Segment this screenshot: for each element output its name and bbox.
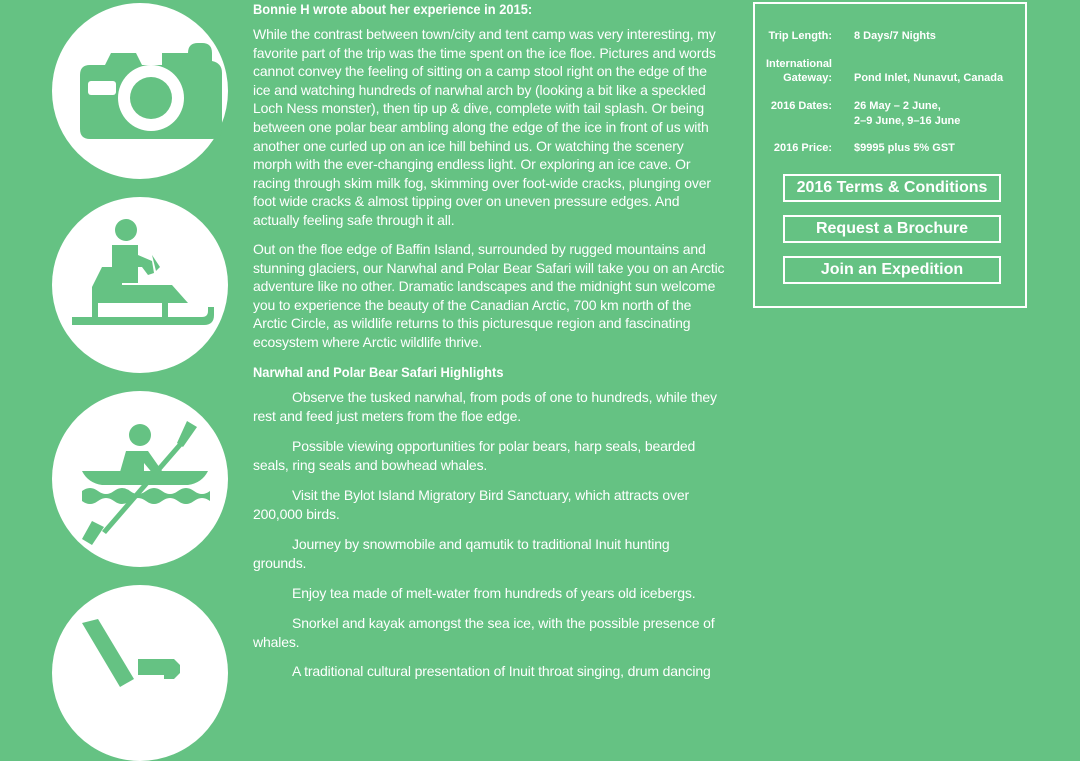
gateway-value: Pond Inlet, Nunavut, Canada (854, 72, 1004, 84)
gateway-label-line2: Gateway: (783, 72, 832, 84)
highlight-item: Enjoy tea made of melt-water from hundreds of years old icebergs. (292, 585, 696, 601)
highlight-item: Possible viewing opportunities for polar bears, harp seals, bearded seals, ring seals and bowhead whales. (253, 438, 696, 473)
terms-button[interactable]: 2016 Terms & Conditions (783, 174, 1001, 202)
dates-value-line2: 2–9 June, 9–16 June (854, 115, 961, 127)
kayak-icon (52, 391, 228, 567)
gateway-label-line1: International (765, 58, 832, 70)
highlight-item: Snorkel and kayak amongst the sea ice, with the possible presence of whales. (253, 615, 715, 650)
dates-value-line1: 26 May – 2 June, (854, 100, 941, 112)
trip-info-panel (753, 2, 1027, 308)
highlight-item: Visit the Bylot Island Migratory Bird Sanctuary, which attracts over 200,000 birds. (253, 487, 690, 522)
price-value: $9995 plus 5% GST (854, 142, 955, 154)
snowmobile-icon (52, 197, 228, 373)
highlight-item: Observe the tusked narwhal, from pods of one to hundreds, while they rest and feed just meters from the floe edge. (253, 389, 717, 424)
highlight-item: A traditional cultural presentation of Inuit throat singing, drum dancing (292, 663, 711, 679)
price-label: 2016 Price: (773, 142, 832, 154)
request-brochure-button[interactable]: Request a Brochure (783, 215, 1001, 243)
highlights-heading: Narwhal and Polar Bear Safari Highlights (253, 364, 504, 380)
snorkel-icon (52, 585, 228, 761)
testimonial-text: While the contrast between town/city and tent camp was very interesting, my favorite part of the trip was the time spent on the ice floe. Pictures and words cannot convey the feeling of sitting on a camp stool right on the edge of the ice and watching hundreds of narwhal arch by (looking a bit like a speckled Loch Ness monster), then tip up & dive, complete with tail splash. Or being between one polar bear ambling along the edge of the ice in front of us with another one curled up on an ice hill behind us. Or watching the scenery morph with the ever-changing endless light. Or exploring an ice cave. Or racing through skim milk fog, skimming over foot-wide cracks, plunging over foot wide cracks & almost tipping over on uneven pressure edges. And actually feeling safe through it all. (253, 26, 716, 228)
trip-length-label: Trip Length: (768, 30, 832, 42)
testimonial-heading: Bonnie H wrote about her experience in 2015: (253, 1, 533, 17)
camera-icon (52, 3, 228, 179)
intro-paragraph: Out on the floe edge of Baffin Island, surrounded by rugged mountains and stunning glaciers, our Narwhal and Polar Bear Safari will take you on an Arctic adventure like no other. Dramatic landscapes and the midnight sun welcome you to experience the beauty of the Canadian Arctic, 700 km north of the Arctic Circle, as wildlife returns to this picturesque region and fascinating ecosystem where Arctic wildlife thrive. (253, 241, 725, 350)
highlight-item: Journey by snowmobile and qamutik to traditional Inuit hunting grounds. (253, 536, 670, 571)
trip-length-value: 8 Days/7 Nights (854, 30, 936, 42)
join-expedition-button[interactable]: Join an Expedition (783, 256, 1001, 284)
dates-label: 2016 Dates: (770, 100, 832, 112)
